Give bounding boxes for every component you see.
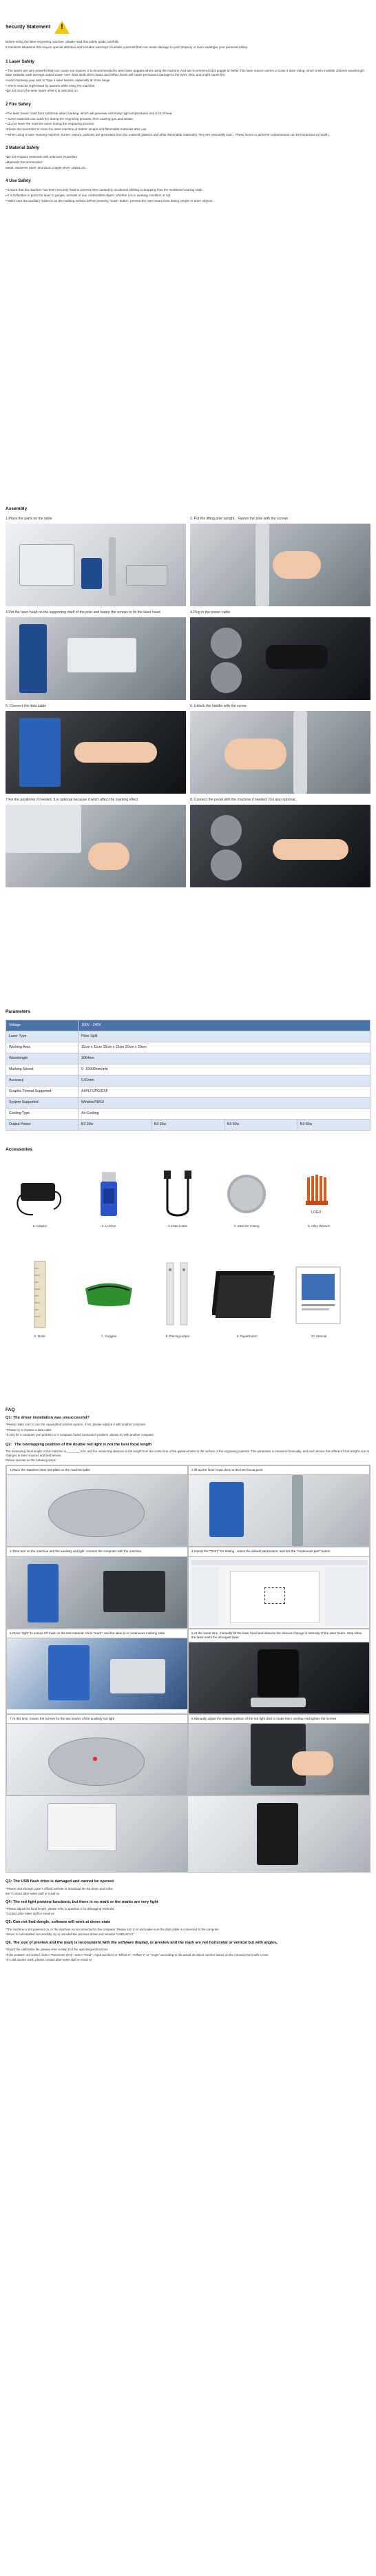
goggles-icon bbox=[81, 1257, 136, 1333]
table-row bbox=[6, 1108, 370, 1119]
accessory-label: 7. Goggles bbox=[101, 1335, 117, 1339]
accessory-adapter bbox=[12, 1168, 67, 1228]
assembly-title: Assembly bbox=[6, 506, 28, 511]
faq-q6 bbox=[6, 1941, 370, 1962]
step-caption: 3.Put the laser head on the supporting shelf of the pole and fasten the screws to fix the laser head bbox=[6, 610, 160, 615]
use-safety-item: • Make sure the auxiliary holder is on the marking surface before pressing "mark" button, prevent the laser beam from hitting people or other objects. bbox=[6, 198, 213, 203]
accessories-section bbox=[6, 1147, 370, 1361]
step-caption: 2.lift up the laser head close to the best focus point bbox=[189, 1466, 369, 1475]
adapter-icon bbox=[12, 1168, 67, 1223]
table-row bbox=[6, 1075, 370, 1086]
step-photo bbox=[189, 1557, 369, 1628]
steel-plate-icon bbox=[219, 1168, 274, 1223]
focus-step bbox=[188, 1465, 370, 1547]
faq-answer: *Contact after-sales staff or email us bbox=[6, 1912, 54, 1916]
param-value: 11cm x 11cm 15cm x 15cm 20cm x 20cm bbox=[79, 1042, 370, 1053]
param-label: System Supported bbox=[6, 1097, 79, 1108]
ruler-icon bbox=[12, 1257, 67, 1333]
fire-safety-item: • Some materials can catch fire during the engraving process; then causing gas and smoke. bbox=[6, 116, 134, 121]
assembly-step bbox=[190, 608, 370, 700]
faq-question: Q3: The USB flash drive is damaged and cannot be opened bbox=[6, 1879, 114, 1884]
faq-answer: are *Contact after-sales staff or email us bbox=[6, 1891, 60, 1895]
use-safety-title: 4 Use Safety bbox=[6, 178, 31, 183]
accessories-title: Accessories bbox=[6, 1147, 32, 1152]
faq-question: Q6. The size of preview and the mark is inconsistent with the software display, or preview and the mark are not horizontal or vertical but with angles。 bbox=[6, 1940, 280, 1945]
step-photo bbox=[7, 1638, 187, 1709]
accessory-label: 6. Ruler bbox=[34, 1335, 46, 1339]
faq-answer: *It may be a computer port problem or a computer board connection problem, please try with another computer bbox=[6, 1432, 154, 1436]
param-value: 1064nm bbox=[79, 1053, 370, 1064]
table-row bbox=[6, 1086, 370, 1097]
step-photo bbox=[190, 805, 370, 887]
step-caption: 7.At this time, loosen the screws for the two beams of the auxiliary red light bbox=[7, 1715, 187, 1724]
material-safety bbox=[6, 145, 370, 170]
faq-answer: *Please visit Zhongli Laser's official website to download the B3 driver and softw bbox=[6, 1886, 113, 1890]
param-value: 0- 15000mm/min bbox=[79, 1064, 370, 1075]
svg-text:LOGO: LOGO bbox=[311, 1210, 322, 1215]
focus-photos-extra bbox=[6, 1796, 370, 1873]
faq-answer: *The machine is not powered on, or the machine is not connected to the computer. Please turn it on and make sure the data cable is connected to the computer bbox=[6, 1927, 219, 1931]
faq-answer: *Please adjust the focal length, please refer to question 2 for debugging methods bbox=[6, 1907, 114, 1911]
accessory-label: 8. Placing Helper bbox=[165, 1335, 190, 1339]
step-caption: 6. Unlock the handle with the screw bbox=[190, 703, 247, 708]
step-photo bbox=[189, 1475, 369, 1546]
material-safety-item: •Materials Recommended: bbox=[6, 161, 43, 165]
security-intro-1: Before using the laser engraving machine, please read this safety guide carefully. bbox=[6, 40, 120, 43]
faq-q5 bbox=[6, 1920, 370, 1937]
table-row bbox=[6, 1053, 370, 1064]
step-photo bbox=[188, 1796, 370, 1872]
step-caption: 6.At the same time, manually lift the laser head and observe the obvious change of intensity of the laser beam. Stop when the laser emits the strongest laser bbox=[189, 1629, 369, 1642]
laser-safety-item: • The lasers are very powerful that can cause eye injuries. It is recommended to wear laser goggles when using the machine.And we recommend OD4 goggle or better.This laser source carries a Class 4 laser rating, which emits invisible 1064nm wavelength laser radiation with average output power over 20W. Both direct beam and reflect beam will cause permanent damage to the eyes, skin, and might cause fire. bbox=[6, 69, 364, 77]
security-section bbox=[6, 19, 370, 204]
faq-question: Q2：The overlapping position of the double red light is not the best focal length bbox=[6, 1442, 152, 1447]
material-safety-title: 3 Material Safety bbox=[6, 145, 39, 150]
focus-steps-grid bbox=[6, 1465, 370, 1796]
output-value: B3 60w bbox=[297, 1119, 370, 1130]
step-photo bbox=[7, 1724, 187, 1795]
parameters-section bbox=[6, 1009, 370, 1131]
placing-helper-icon bbox=[150, 1257, 205, 1333]
faq-q3 bbox=[6, 1879, 370, 1896]
param-label: Working Area bbox=[6, 1042, 79, 1053]
step-caption: 8.Manually adjust the relative position of the red light dots to make them overlap.And tighten the screws bbox=[189, 1715, 369, 1724]
step-caption: 2. Put the lifting pole upright，Fasten the pole with the screws bbox=[190, 516, 289, 521]
step-photo bbox=[190, 711, 370, 794]
parameters-table bbox=[6, 1020, 370, 1131]
assembly-step bbox=[6, 795, 186, 887]
param-label: Laser Type bbox=[6, 1031, 79, 1042]
step-caption: 7.Fix the positioner if needed. It is optional because it won't affect the marking effect bbox=[6, 797, 138, 802]
laser-safety-title: 1 Laser Safety bbox=[6, 59, 34, 64]
accessory-manual bbox=[288, 1257, 350, 1339]
usb-drive-icon bbox=[81, 1168, 136, 1223]
param-label: Cooling Type bbox=[6, 1108, 79, 1119]
accessory-allen-wrench bbox=[288, 1168, 350, 1228]
accessory-label: 4. Steel for testing bbox=[233, 1224, 260, 1228]
fire-safety-title: 2 Fire Safety bbox=[6, 101, 31, 107]
accessory-placing-helper bbox=[150, 1257, 205, 1339]
step-caption: 3.Then turn on the machine and the auxiliary red light, connect the computer with the machine bbox=[7, 1547, 187, 1556]
accessory-label: 9. Paperboard bbox=[236, 1335, 257, 1339]
focus-step bbox=[6, 1465, 188, 1547]
faq-question: Q4: The red light preview functions, but there is no mark or the marks are very light bbox=[6, 1899, 158, 1904]
accessory-ruler bbox=[12, 1257, 67, 1339]
security-title: Security Statement bbox=[6, 23, 51, 30]
accessory-test-steel bbox=[219, 1168, 274, 1228]
focus-step bbox=[188, 1714, 370, 1795]
laser-safety-item: •Avoid exposing your skin to Type 4 laser beams, especially at close range bbox=[6, 79, 110, 83]
output-value: B3 30w bbox=[152, 1119, 224, 1130]
use-safety bbox=[6, 178, 370, 203]
param-value: AI/PLT/JPG/DXF bbox=[79, 1086, 370, 1097]
step-photo bbox=[190, 617, 370, 700]
focus-step bbox=[188, 1547, 370, 1628]
assembly-step bbox=[190, 795, 370, 887]
accessory-label: 1. Adapter bbox=[32, 1224, 48, 1228]
laser-safety bbox=[6, 59, 370, 94]
faq-q4 bbox=[6, 1900, 370, 1917]
step-photo bbox=[7, 1557, 187, 1628]
faq-q1 bbox=[6, 1416, 370, 1437]
param-label: Marking Speed: bbox=[6, 1064, 79, 1075]
use-safety-item: • It is forbidden to point the laser to people, animals or any combustible object, whether it is in working condition or not. bbox=[6, 193, 171, 197]
fire-safety-item: • When using a laser marking machine, fumes, vapors, particles are generated from the material (plastics and other flammable materials), they are potentially toxic . These fumes or airborne contaminants can be hazardous to health. bbox=[6, 132, 330, 136]
param-label: Graphic Format Supported bbox=[6, 1086, 79, 1097]
fire-safety-item: •Please do remember to clean the laser machine of debris, scraps and flammable materials after use. bbox=[6, 127, 147, 132]
focus-step bbox=[188, 1629, 370, 1714]
step-photo bbox=[6, 711, 186, 794]
paperboard-icon bbox=[212, 1257, 281, 1333]
table-row bbox=[6, 1097, 370, 1108]
use-safety-item: • Ensure that the machine has been securely fixed to prevent fires caused by accidental shifting or dropping from the workbench during work. bbox=[6, 188, 203, 192]
step-photo bbox=[6, 1796, 188, 1872]
step-photo bbox=[190, 524, 370, 606]
param-value: Window7/8/10 bbox=[79, 1097, 370, 1108]
fire-safety bbox=[6, 102, 370, 137]
faq-title: FAQ bbox=[6, 1408, 15, 1412]
material-safety-item: Metal, Stainless Steel, aluminum,copper,silver, plastic,etc. bbox=[6, 165, 87, 169]
manual-icon bbox=[288, 1257, 350, 1333]
warning-icon: ! bbox=[54, 21, 70, 34]
accessory-goggles bbox=[81, 1257, 136, 1339]
table-row bbox=[6, 1042, 370, 1053]
param-label: Output Power bbox=[6, 1119, 79, 1130]
accessory-label: 2. U Drive bbox=[101, 1224, 116, 1228]
allen-wrench-icon bbox=[288, 1168, 350, 1223]
focus-step bbox=[6, 1547, 188, 1628]
assembly-step bbox=[190, 701, 370, 794]
accessory-u-drive bbox=[81, 1168, 136, 1228]
faq-answer: The measuring focal length of this machine is ________mm, and the measuring distance is the length from the center line of the galvanometer to the surface of the engraving material. This parameter is measured manually, and each device has different focal lengths due to changes in laser sources and field lenses. bbox=[6, 1450, 370, 1458]
faq-question: Q1: The driver installation was unsuccessful? bbox=[6, 1415, 90, 1420]
assembly-step bbox=[6, 701, 186, 794]
output-value: B3 20w bbox=[79, 1119, 152, 1130]
accessory-label: 3. Data Cable bbox=[167, 1224, 188, 1228]
step-caption: 4.Import the "TEXT" for testing , select the default parameters, and tick the "continuous part" button. bbox=[189, 1547, 369, 1556]
fire-safety-item: •The laser beam could burn substrate when marking, which will generate extremely high temperatures and a lot of heat. bbox=[6, 112, 173, 116]
faq-answer: *Please make sure to use the copyrighted window system, if not, please replace it with another computer bbox=[6, 1423, 146, 1427]
faq-answer: *If it still doesn't work, please contact after-sales staff or email us bbox=[6, 1957, 92, 1961]
step-caption: 5.Press "light" to ensure it'll mark on the test material. Click "mark", and the laser is in continuous marking state bbox=[7, 1629, 187, 1638]
accessory-data-cable bbox=[150, 1168, 205, 1228]
param-label: Accuracy bbox=[6, 1075, 79, 1086]
parameters-title: Parameters bbox=[6, 1009, 30, 1014]
accessory-label: 5. Allen Wrench bbox=[307, 1224, 331, 1228]
step-photo bbox=[6, 617, 186, 700]
faq-answer: *Driver is not installed successfully, try to uninstall the previous driver and reinstall "USBLMCV2" bbox=[6, 1933, 134, 1936]
step-photo bbox=[6, 524, 186, 606]
step-photo bbox=[7, 1475, 187, 1546]
faq-answer: *Import the calibration file, please refer to step 5 of the operating instructions bbox=[6, 1948, 108, 1952]
assembly-step bbox=[190, 514, 370, 606]
laser-safety-item: •Do not touch the laser beam while it is switched on. bbox=[6, 89, 79, 93]
laser-safety-item: • Teens must be supervised by parents while using the machine. bbox=[6, 83, 96, 87]
material-safety-item: •Do not engrave materials with unknown properties. bbox=[6, 155, 79, 159]
param-value: Air Cooling bbox=[79, 1108, 370, 1119]
data-cable-icon bbox=[150, 1168, 205, 1223]
table-row bbox=[6, 1064, 370, 1075]
step-caption: 1.Place the stainless steel test plate on the machine table bbox=[7, 1466, 187, 1475]
focus-step bbox=[6, 1629, 188, 1714]
step-caption: 5. Connect the data cable bbox=[6, 703, 47, 708]
assembly-step bbox=[6, 514, 186, 606]
step-photo bbox=[189, 1642, 369, 1713]
focus-step bbox=[6, 1714, 188, 1795]
param-label: Wavelength bbox=[6, 1053, 79, 1064]
param-label: Voltage bbox=[6, 1020, 79, 1031]
faq-answer: *Please try to replace a data cable bbox=[6, 1428, 52, 1432]
param-value: Fiber Split bbox=[79, 1031, 370, 1042]
assembly-section bbox=[6, 506, 370, 887]
fire-safety-item: • Do not leave the machine alone during the engraving process. bbox=[6, 122, 95, 126]
assembly-step bbox=[6, 608, 186, 700]
table-row bbox=[6, 1119, 370, 1130]
table-row bbox=[6, 1020, 370, 1031]
step-caption: 8. Connect the pedal with the machine if needed. It is also optional. bbox=[190, 797, 296, 802]
step-photo bbox=[6, 805, 186, 887]
security-intro-2: It mentions situations that require special attention and includes warnings of unsafe practices that can cause damage to your property or even endanger your personal safety. bbox=[6, 45, 249, 49]
table-row bbox=[6, 1031, 370, 1042]
faq-answer: *If the problem not solved, select "Parameter (F3)", select "Field" , Input numbers in "Offset X" ,"Offset Y" or "Angle" according to the actual deviation number based on the measurement with a ruler. bbox=[6, 1952, 269, 1957]
step-caption: 1.Place the parts on the table bbox=[6, 516, 52, 521]
accessory-label: 10. Manual bbox=[311, 1335, 327, 1339]
faq-question: Q5: Can not find dongle, software will work at demo state bbox=[6, 1920, 111, 1925]
step-photo bbox=[189, 1724, 369, 1795]
faq-answer: Please operate as the following steps: bbox=[6, 1459, 56, 1463]
faq-q2 bbox=[6, 1443, 370, 1873]
step-caption: 4.Plug in the power cable bbox=[190, 610, 231, 615]
accessory-paperboard bbox=[212, 1257, 281, 1339]
param-value: 100V - 240V bbox=[79, 1020, 370, 1031]
faq-section bbox=[6, 1408, 370, 1963]
output-value: B3 50w bbox=[224, 1119, 297, 1130]
param-value: 0.01mm bbox=[79, 1075, 370, 1086]
